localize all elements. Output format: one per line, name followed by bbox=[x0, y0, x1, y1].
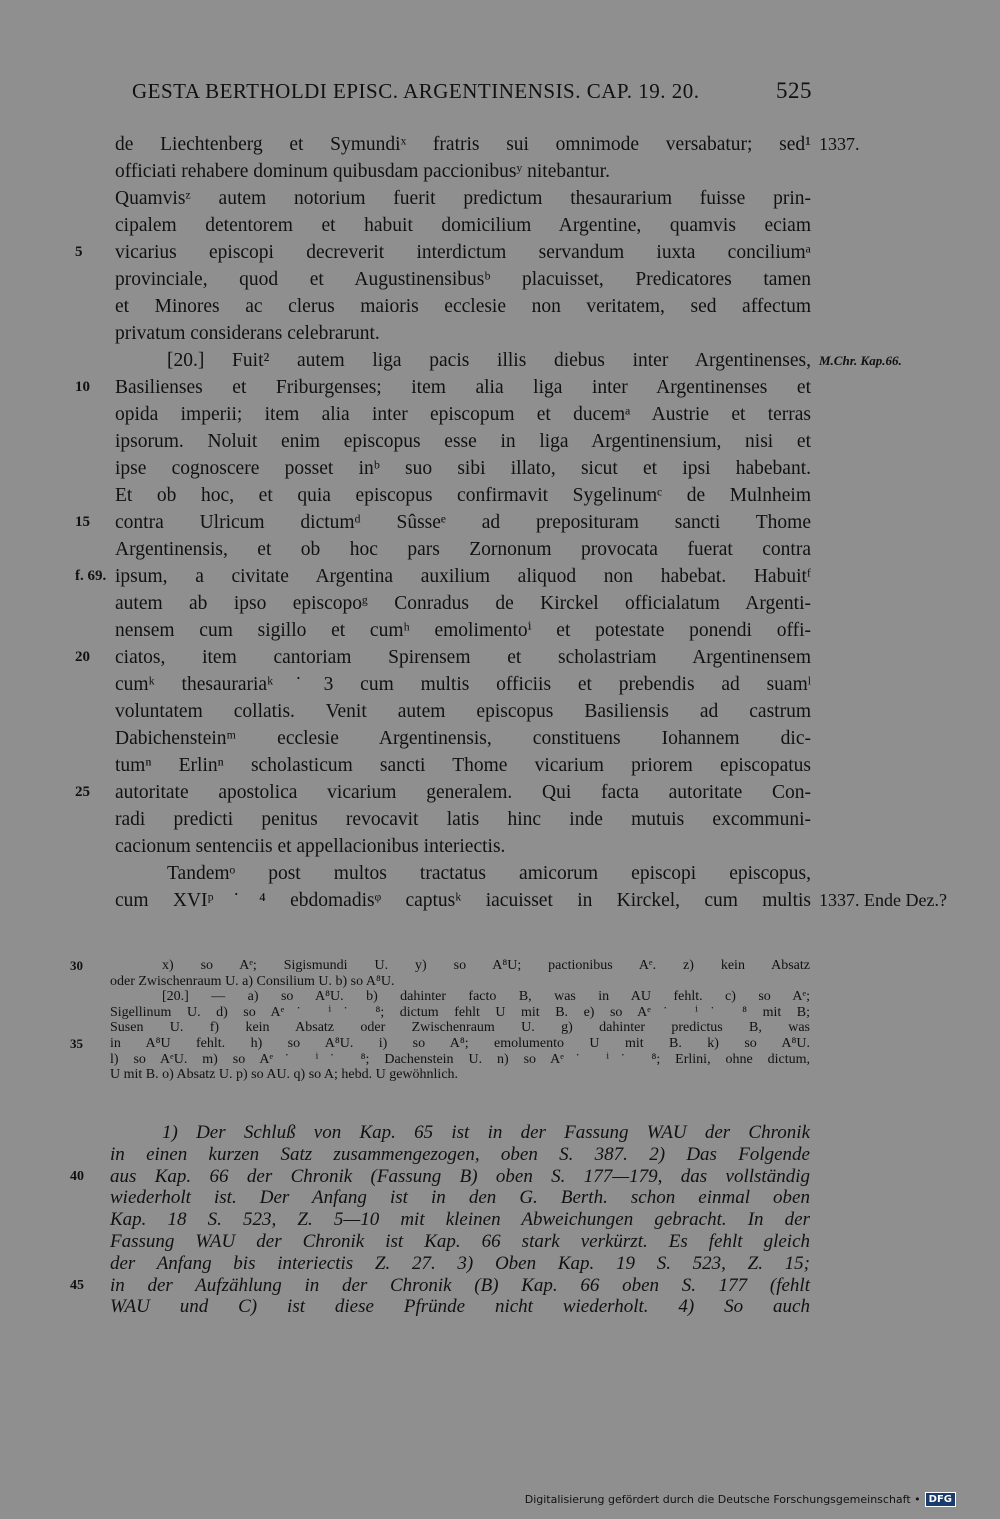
dfg-footer bbox=[525, 1491, 956, 1507]
text-line-text: privatum considerans celebrarunt. bbox=[115, 323, 380, 344]
text-line bbox=[115, 536, 811, 563]
text-line bbox=[115, 131, 860, 158]
commentary-line bbox=[70, 1165, 810, 1188]
commentary-line bbox=[110, 1253, 810, 1275]
text-line-text: contra Ulricum dictumᵈ Sûsseᵉ ad preposituram sancti Thome bbox=[115, 512, 811, 533]
line-number: 45 bbox=[70, 1277, 84, 1293]
line-number: 25 bbox=[75, 784, 90, 800]
text-line-text: vicarius episcopi decreverit interdictum servandum iuxta conciliumᵃ bbox=[115, 242, 811, 263]
apparatus-line-text: x) so Aᵉ; Sigismundi U. y) so A⁸U; pactionibus Aᵉ. z) kein Absatz bbox=[162, 958, 810, 973]
text-line-text: nensem cum sigillo et cumʰ emolimentoⁱ et potestate ponendi offi- bbox=[115, 620, 811, 641]
margin-note: 1337. Ende Dez.? bbox=[819, 890, 947, 910]
text-line-text: Quamvisᶻ autem notorium fuerit predictum thesaurarium fuisse prin- bbox=[115, 188, 811, 209]
text-line-text: officiati rehabere dominum quibusdam paccionibusʸ nitebantur. bbox=[115, 161, 610, 182]
line-number: 15 bbox=[75, 514, 90, 530]
apparatus-line-text: Sigellinum U. d) so Aᵉ˙ ⁱ˙ ⁸; dictum fehlt U mit B. e) so Aᵉ˙ ⁱ˙ ⁸ mit B; bbox=[110, 1004, 810, 1020]
line-number: 10 bbox=[75, 379, 90, 395]
text-line bbox=[75, 779, 811, 806]
commentary-line-text: in der Aufzählung in der Chronik (B) Kap. 66 oben S. 177 (fehlt bbox=[110, 1274, 810, 1296]
commentary-line bbox=[110, 1296, 810, 1318]
text-line-text: cacionum sentenciis et appellacionibus interiectis. bbox=[115, 836, 506, 857]
apparatus-line bbox=[70, 1035, 810, 1052]
apparatus-line bbox=[110, 1020, 810, 1036]
apparatus-line-text: Susen U. f) kein Absatz oder Zwischenraum U. g) dahinter predictus B, was bbox=[110, 1020, 810, 1036]
commentary-line bbox=[110, 1231, 810, 1253]
apparatus-line bbox=[110, 989, 810, 1005]
text-line bbox=[115, 590, 811, 617]
text-line-text: provinciale, quod et Augustinensibusᵇ placuisset, Predicatores tamen bbox=[115, 269, 811, 290]
commentary-line-text: WAU und C) ist diese Pfründe nicht wiederholt. 4) So auch bbox=[110, 1296, 810, 1318]
text-line-text: ipsorum. Noluit enim episcopus esse in liga Argentinensium, nisi et bbox=[115, 431, 811, 452]
text-line-text: de Liechtenberg et Symundiˣ fratris sui omnimode versabatur; sed¹ bbox=[115, 134, 811, 155]
running-header bbox=[132, 78, 812, 104]
commentary-line-text: aus Kap. 66 der Chronik (Fassung B) oben S. 177—179, das vollständig bbox=[110, 1165, 810, 1187]
commentary-line-text: der Anfang bis interiectis Z. 27. 3) Oben Kap. 19 S. 523, Z. 15; bbox=[110, 1252, 810, 1274]
text-line-text: et Minores ac clerus maioris ecclesie non veritatem, sed affectum bbox=[115, 296, 811, 317]
text-line-text: Et ob hoc, et quia episcopus confirmavit Sygelinumᶜ de Mulnheim bbox=[115, 485, 811, 506]
apparatus-line bbox=[110, 1067, 810, 1083]
text-line bbox=[115, 185, 811, 212]
apparatus-line bbox=[110, 1005, 810, 1021]
commentary-line bbox=[110, 1209, 810, 1231]
footer-text: Digitalisierung gefördert durch die Deutsche Forschungsgemeinschaft • bbox=[524, 1492, 921, 1506]
apparatus-line-text: U mit B. o) Absatz U. p) so AU. q) so A; hebd. U gewöhnlich. bbox=[110, 1067, 459, 1083]
apparatus-line-text: [20.] — a) so A⁸U. b) dahinter facto B, was in AU fehlt. c) so Aᵉ; bbox=[162, 989, 810, 1005]
commentary-line bbox=[110, 1187, 810, 1209]
critical-apparatus bbox=[70, 958, 810, 1083]
text-line bbox=[115, 617, 811, 644]
text-line bbox=[115, 482, 811, 509]
text-line-text: cipalem detentorem et habuit domicilium Argentine, quamvis eciam bbox=[115, 215, 811, 236]
commentary-line-text: wiederholt ist. Der Anfang ist in den G. Berth. schon einmal oben bbox=[110, 1187, 810, 1209]
text-line bbox=[115, 320, 811, 347]
commentary-line bbox=[110, 1144, 810, 1166]
text-line bbox=[115, 752, 811, 779]
apparatus-line-text: oder Zwischenraum U. a) Consilium U. b) so A⁸U. bbox=[110, 973, 395, 989]
text-line-text: Basilienses et Friburgenses; item alia liga inter Argentinenses et bbox=[115, 377, 811, 398]
text-line bbox=[115, 158, 811, 185]
text-line-text: opida imperii; item alia inter episcopum et ducemᵃ Austrie et terras bbox=[115, 404, 811, 425]
text-line bbox=[115, 428, 811, 455]
text-line-text: Dabichensteinᵐ ecclesie Argentinensis, constituens Iohannem dic- bbox=[115, 728, 811, 749]
text-line-text: ipsum, a civitate Argentina auxilium aliquod non habebat. Habuitᶠ bbox=[115, 566, 811, 587]
text-line bbox=[115, 725, 811, 752]
apparatus-line bbox=[110, 1052, 810, 1068]
line-number: 20 bbox=[75, 649, 90, 665]
line-number: 35 bbox=[70, 1035, 83, 1051]
page-number: 525 bbox=[776, 78, 812, 103]
margin-note: 1337. bbox=[819, 134, 860, 154]
text-line bbox=[75, 509, 811, 536]
line-number: 5 bbox=[75, 244, 83, 260]
text-line bbox=[115, 887, 947, 914]
text-line bbox=[115, 347, 902, 374]
commentary-line bbox=[110, 1122, 810, 1144]
text-line-text: Tandemᵒ post multos tractatus amicorum episcopi episcopus, bbox=[167, 863, 811, 884]
text-line-text: Argentinensis, et ob hoc pars Zornonum provocata fuerat contra bbox=[115, 539, 811, 560]
text-line bbox=[115, 293, 811, 320]
text-line bbox=[115, 671, 811, 698]
text-line-text: voluntatem collatis. Venit autem episcopus Basiliensis ad castrum bbox=[115, 701, 811, 722]
commentary-line-text: 1) Der Schluß von Kap. 65 ist in der Fassung WAU der Chronik bbox=[162, 1122, 810, 1143]
text-line-text: ipse cognoscere posset inᵇ suo sibi illato, sicut et ipsi habebant. bbox=[115, 458, 811, 479]
main-text bbox=[75, 131, 947, 914]
apparatus-line bbox=[110, 974, 810, 990]
margin-note: M.Chr. Kap.66. bbox=[819, 353, 902, 368]
header-title: GESTA BERTHOLDI EPISC. ARGENTINENSIS. CAP. 19. 20. bbox=[132, 79, 700, 103]
text-line-text: autem ab ipso episcopoᵍ Conradus de Kirckel officialatum Argenti- bbox=[115, 593, 811, 614]
text-line bbox=[75, 239, 811, 266]
line-number: f. 69. bbox=[75, 568, 107, 584]
text-line bbox=[115, 833, 811, 860]
commentary-footnotes bbox=[70, 1122, 810, 1318]
commentary-line-text: in einen kurzen Satz zusammengezogen, oben S. 387. 2) Das Folgende bbox=[110, 1143, 810, 1165]
text-line-text: cumᵏ thesaurariaᵏ˙3 cum multis officiis et prebendis ad suamˡ bbox=[115, 674, 811, 695]
text-line bbox=[75, 374, 811, 401]
text-line-text: radi predicti penitus revocavit latis hinc inde mutuis excommuni- bbox=[115, 809, 811, 830]
apparatus-line bbox=[70, 958, 810, 974]
commentary-line bbox=[70, 1274, 810, 1297]
text-line-text: tumⁿ Erlinⁿ scholasticum sancti Thome vicarium priorem episcopatus bbox=[115, 755, 811, 776]
text-line-text: cum XVIᵖ˙⁴ ebdomadisᵠ captusᵏ iacuisset in Kirckel, cum multis bbox=[115, 890, 811, 911]
text-line-text: autoritate apostolica vicarium generalem. Qui facta autoritate Con- bbox=[115, 782, 811, 803]
line-number: 30 bbox=[70, 958, 83, 973]
commentary-line-text: Fassung WAU der Chronik ist Kap. 66 stark verkürzt. Es fehlt gleich bbox=[110, 1230, 810, 1252]
text-line bbox=[115, 401, 811, 428]
text-line bbox=[115, 698, 811, 725]
text-line bbox=[115, 266, 811, 293]
dfg-logo: DFG bbox=[925, 1492, 956, 1507]
text-line-text: ciatos, item cantoriam Spirensem et scholastriam Argentinensem bbox=[115, 647, 811, 668]
commentary-line-text: Kap. 18 S. 523, Z. 5—10 mit kleinen Abweichungen gebracht. In der bbox=[110, 1209, 810, 1231]
text-line bbox=[115, 806, 811, 833]
apparatus-line-text: in A⁸U fehlt. h) so A⁸U. i) so A⁸; emolumento U mit B. k) so A⁸U. bbox=[110, 1035, 810, 1051]
line-number: 40 bbox=[70, 1168, 84, 1184]
text-line bbox=[115, 212, 811, 239]
text-line bbox=[115, 455, 811, 482]
apparatus-line-text: l) so AᵉU. m) so Aᵉ˙ ⁱ˙ ⁸; Dachenstein U. n) so Aᵉ˙ ⁱ˙ ⁸; Erlini, ohne dictum, bbox=[110, 1051, 810, 1067]
text-line bbox=[75, 644, 811, 671]
text-line bbox=[75, 563, 811, 590]
text-line-text: [20.] Fuit² autem liga pacis illis diebus inter Argentinenses, bbox=[167, 350, 811, 371]
text-line bbox=[115, 860, 811, 887]
